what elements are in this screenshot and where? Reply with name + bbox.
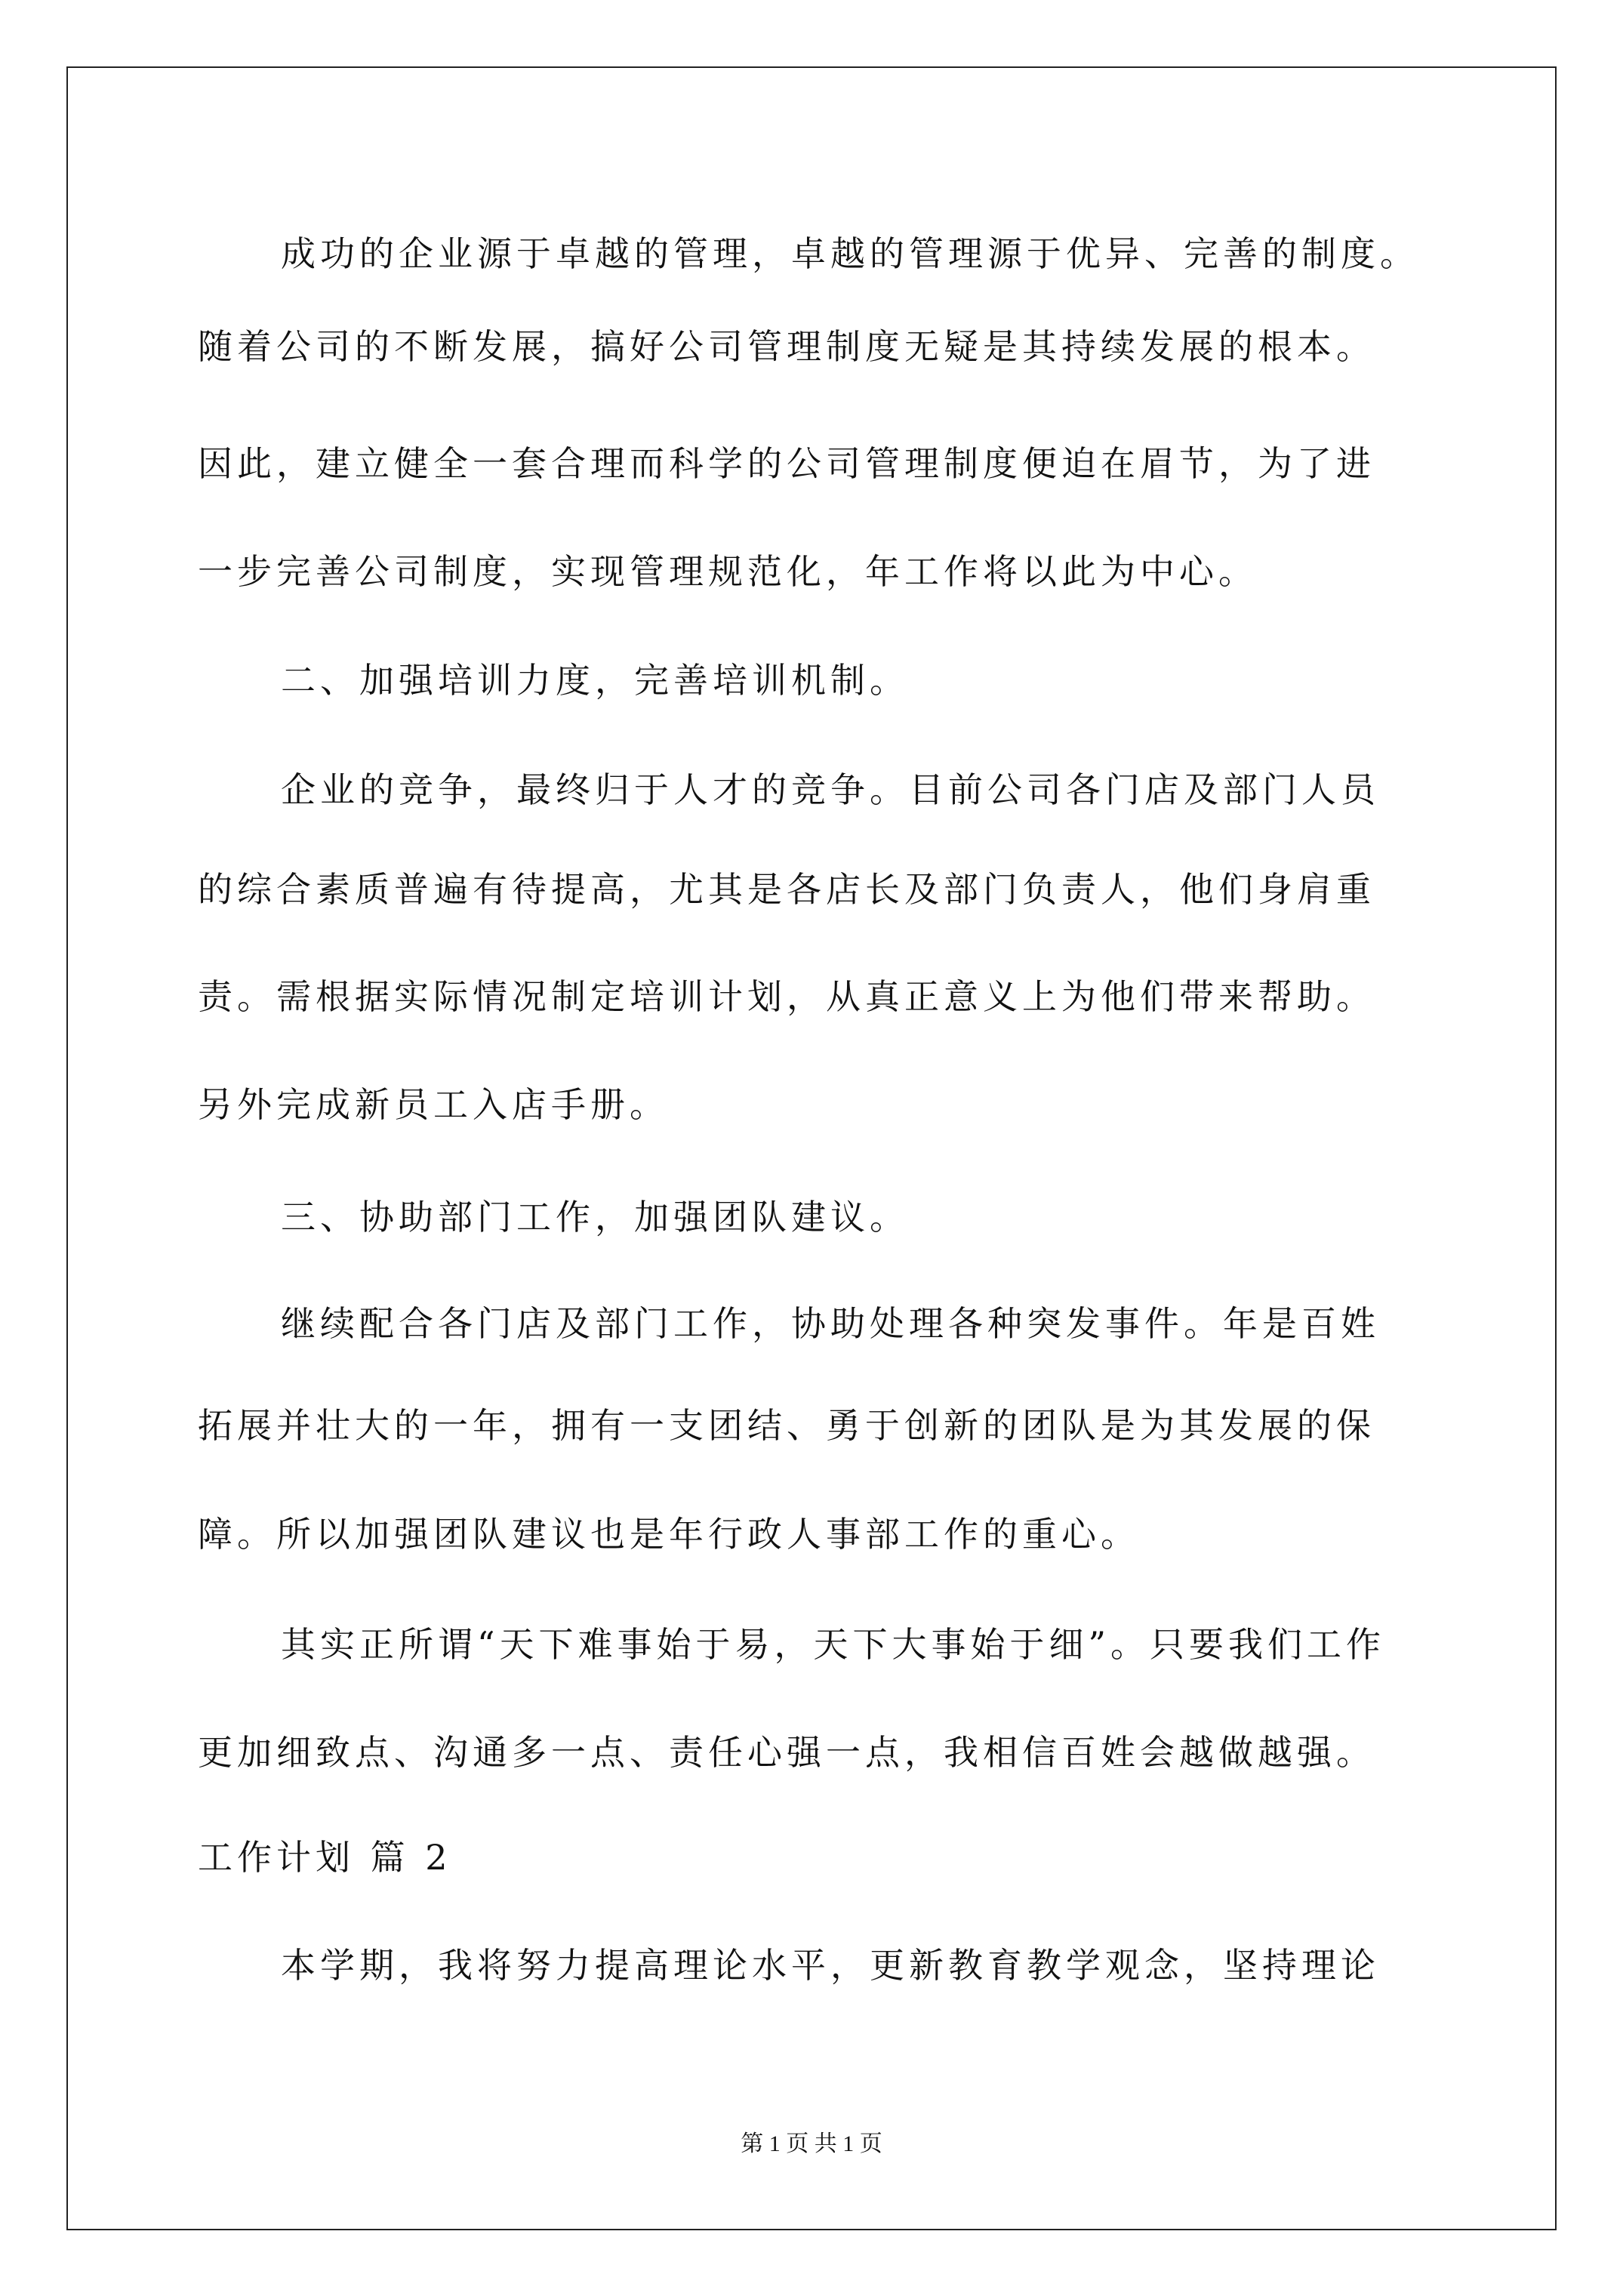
paragraph-line: 障。所以加强团队建议也是年行政人事部工作的重心。 <box>198 1514 1140 1555</box>
paragraph-line: 其实正所谓“天下难事始于易，天下大事始于细”。只要我们工作 <box>281 1624 1386 1665</box>
paragraph-line: 另外完成新员工入店手册。 <box>198 1084 669 1125</box>
subtitle: 工作计划 篇 2 <box>198 1837 452 1878</box>
paragraph-line: 拓展并壮大的一年，拥有一支团结、勇于创新的团队是为其发展的保 <box>198 1405 1375 1446</box>
page-frame <box>66 66 1557 2230</box>
section-heading: 二、加强培训力度，完善培训机制。 <box>281 660 909 701</box>
paragraph-line: 企业的竞争，最终归于人才的竞争。目前公司各门店及部门人员 <box>281 769 1380 810</box>
paragraph-line: 责。需根据实际情况制定培训计划，从真正意义上为他们带来帮助。 <box>198 976 1375 1017</box>
page-number-footer: 第 1 页 共 1 页 <box>741 2131 882 2156</box>
paragraph-line: 随着公司的不断发展，搞好公司管理制度无疑是其持续发展的根本。 <box>198 326 1375 367</box>
paragraph-line: 更加细致点、沟通多一点、责任心强一点，我相信百姓会越做越强。 <box>198 1732 1375 1773</box>
paragraph-line: 一步完善公司制度，实现管理规范化，年工作将以此为中心。 <box>198 551 1258 592</box>
paragraph-line: 的综合素质普遍有待提高，尤其是各店长及部门负责人，他们身肩重 <box>198 869 1375 910</box>
paragraph-line: 因此，建立健全一套合理而科学的公司管理制度便迫在眉节，为了进 <box>198 443 1375 484</box>
paragraph-line: 本学期，我将努力提高理论水平，更新教育教学观念，坚持理论 <box>281 1945 1380 1986</box>
section-heading: 三、协助部门工作，加强团队建议。 <box>281 1197 909 1237</box>
paragraph-line: 继续配合各门店及部门工作，协助处理各种突发事件。年是百姓 <box>281 1303 1380 1344</box>
paragraph-line: 成功的企业源于卓越的管理，卓越的管理源于优异、完善的制度。 <box>281 233 1419 274</box>
